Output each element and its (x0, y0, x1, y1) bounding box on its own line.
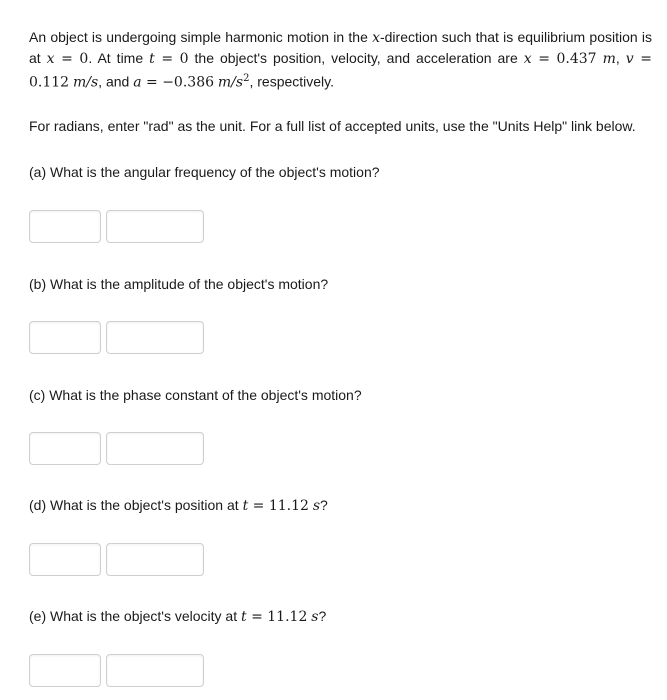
question-e-label: (e) What is the object's velocity at t = 11.12 s? (29, 608, 327, 625)
question-c-value-input[interactable] (29, 432, 101, 465)
question-b-label: (b) What is the amplitude of the object's motion? (29, 276, 329, 292)
question-e-value-input[interactable] (29, 654, 101, 687)
question-a-answer (29, 210, 209, 245)
question-b-unit-input[interactable] (106, 321, 204, 354)
problem-statement: An object is undergoing simple harmonic motion in the x-direction such that is equilibrium position is at x = 0. At time t = 0 the object's position, velocity, and acceleration are x = 0.437 m, v = 0.112 m/s, and a = −0.386 $m/s^2$, respectively. (29, 29, 652, 91)
units-note: For radians, enter "rad" as the unit. For a full list of accepted units, use the "Units Help" link below. (29, 118, 636, 134)
question-a-value-input[interactable] (29, 210, 101, 243)
question-a-unit-input[interactable] (106, 210, 204, 243)
question-d-label: (d) What is the object's position at t = 11.12 s? (29, 497, 328, 514)
question-c-label: (c) What is the phase constant of the object's motion? (29, 387, 362, 403)
question-c-unit-input[interactable] (106, 432, 204, 465)
question-d-answer (29, 543, 209, 578)
question-c-answer (29, 432, 209, 467)
question-b-value-input[interactable] (29, 321, 101, 354)
question-a-label: (a) What is the angular frequency of the object's motion? (29, 164, 380, 180)
question-e-answer (29, 654, 209, 689)
question-b-answer (29, 321, 209, 356)
question-d-unit-input[interactable] (106, 543, 204, 576)
question-d-value-input[interactable] (29, 543, 101, 576)
question-e-unit-input[interactable] (106, 654, 204, 687)
